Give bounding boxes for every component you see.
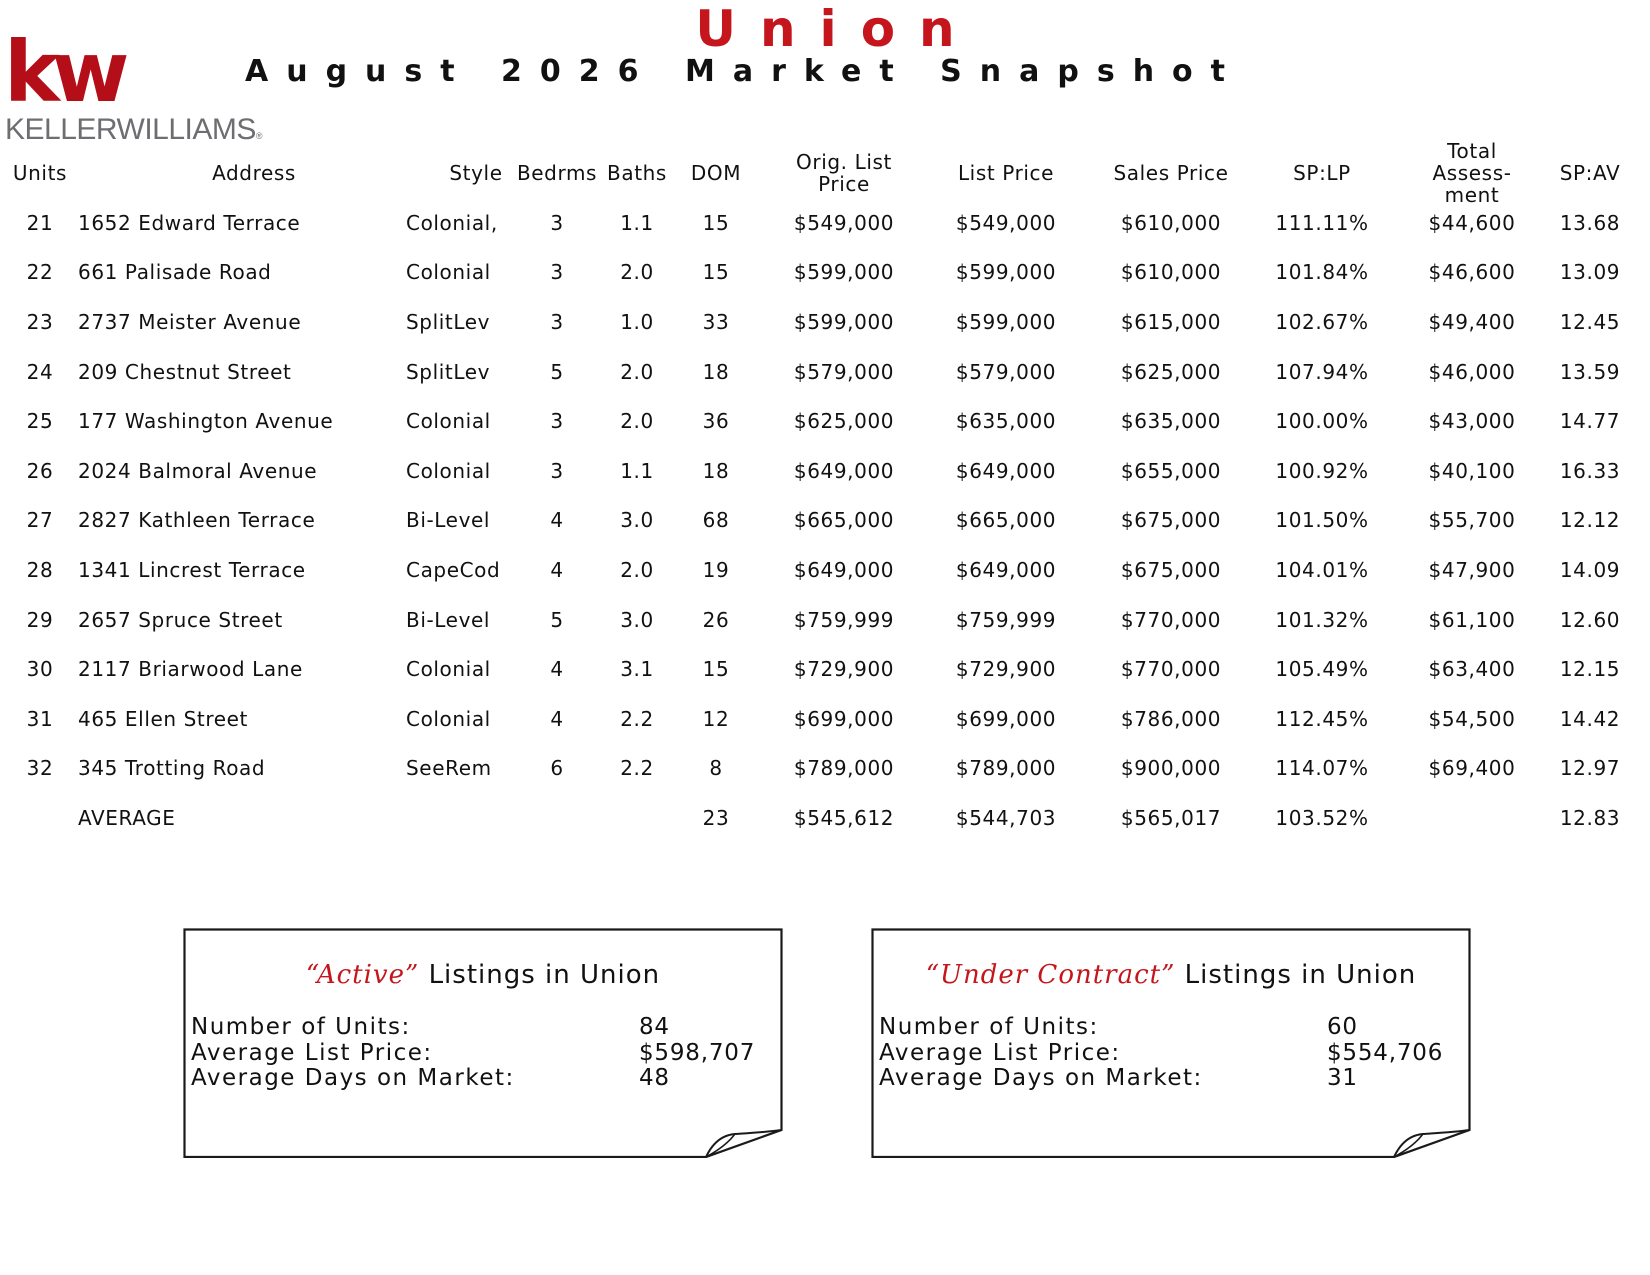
cell-dom: 18	[702, 458, 730, 483]
table-row	[8, 744, 1642, 794]
cell-address: 209 Chestnut Street	[78, 359, 292, 384]
cell-list-price: $635,000	[955, 409, 1057, 434]
header-units: Units	[12, 161, 68, 185]
active-units-value: 84	[639, 1014, 670, 1040]
page-title-city: Union	[695, 0, 979, 58]
cell-total-assessment: $40,100	[1428, 458, 1516, 483]
table-average-row	[8, 793, 1642, 843]
under-contract-price-value: $554,706	[1327, 1040, 1444, 1066]
cell-address: 2117 Briarwood Lane	[78, 657, 303, 682]
cell-dom: 8	[709, 756, 723, 781]
header-bedrms: Bedrms	[516, 161, 598, 185]
cell-sp-av: 13.59	[1559, 359, 1621, 384]
cell-sales-price: $770,000	[1120, 657, 1222, 682]
cell-style: CapeCod	[406, 557, 501, 582]
cell-sales-price: $610,000	[1120, 260, 1222, 285]
average-orig-list-price: $545,612	[793, 805, 895, 830]
cell-sp-lp: 107.94%	[1275, 359, 1369, 384]
cell-dom: 15	[702, 210, 730, 235]
page-subtitle: August 2026 Market Snapshot	[245, 54, 1244, 89]
cell-baths: 1.0	[620, 309, 654, 334]
cell-baths: 2.0	[620, 260, 654, 285]
kw-logo-mark: kw	[4, 23, 122, 121]
cell-total-assessment: $55,700	[1428, 508, 1516, 533]
cell-total-assessment: $44,600	[1428, 210, 1516, 235]
cell-unit: 21	[26, 210, 54, 235]
cell-address: 1652 Edward Terrace	[78, 210, 301, 235]
cell-unit: 31	[26, 706, 54, 731]
cell-baths: 1.1	[620, 458, 654, 483]
cell-total-assessment: $46,600	[1428, 260, 1516, 285]
cell-orig-list-price: $759,999	[793, 607, 895, 632]
cell-dom: 68	[702, 508, 730, 533]
average-dom: 23	[702, 805, 730, 830]
active-price-value: $598,707	[639, 1040, 756, 1066]
cell-list-price: $649,000	[955, 458, 1057, 483]
cell-list-price: $665,000	[955, 508, 1057, 533]
cell-sp-av: 12.97	[1559, 756, 1621, 781]
logo-wordmark	[5, 114, 262, 152]
cell-dom: 18	[702, 359, 730, 384]
cell-address: 661 Palisade Road	[78, 260, 272, 285]
cell-baths: 1.1	[620, 210, 654, 235]
header-baths: Baths	[607, 161, 667, 185]
cell-style: SplitLev	[406, 359, 491, 384]
cell-total-assessment: $61,100	[1428, 607, 1516, 632]
cell-sales-price: $786,000	[1120, 706, 1222, 731]
cell-unit: 25	[26, 409, 54, 434]
cell-sales-price: $900,000	[1120, 756, 1222, 781]
cell-bedrms: 3	[550, 210, 564, 235]
table-row	[8, 694, 1642, 744]
cell-unit: 32	[26, 756, 54, 781]
cell-style: SeeRem	[406, 756, 492, 781]
cell-bedrms: 4	[550, 706, 564, 731]
cell-sp-av: 13.68	[1559, 210, 1621, 235]
header-total-assessment: Total Assess-ment	[1432, 139, 1512, 207]
cell-orig-list-price: $625,000	[793, 409, 895, 434]
cell-style: Colonial	[406, 458, 491, 483]
cell-sales-price: $655,000	[1120, 458, 1222, 483]
cell-address: 177 Washington Avenue	[78, 409, 334, 434]
cell-style: SplitLev	[406, 309, 491, 334]
cell-address: 2657 Spruce Street	[78, 607, 283, 632]
under-contract-units-value: 60	[1327, 1014, 1358, 1040]
cell-sp-av: 13.09	[1559, 260, 1621, 285]
cell-list-price: $729,900	[955, 657, 1057, 682]
cell-sp-av: 14.77	[1559, 409, 1621, 434]
cell-list-price: $759,999	[955, 607, 1057, 632]
under-contract-dom-value: 31	[1327, 1065, 1358, 1091]
table-row	[8, 396, 1642, 446]
cell-dom: 15	[702, 260, 730, 285]
average-sales-price: $565,017	[1120, 805, 1222, 830]
active-dom-value: 48	[639, 1065, 670, 1091]
table-row	[8, 347, 1642, 397]
cell-sales-price: $675,000	[1120, 557, 1222, 582]
cell-list-price: $599,000	[955, 309, 1057, 334]
cell-bedrms: 3	[550, 458, 564, 483]
cell-sp-lp: 101.32%	[1275, 607, 1369, 632]
cell-sales-price: $635,000	[1120, 409, 1222, 434]
cell-sp-lp: 101.84%	[1275, 260, 1369, 285]
cell-sp-lp: 101.50%	[1275, 508, 1369, 533]
cell-sp-lp: 100.92%	[1275, 458, 1369, 483]
cell-sp-av: 16.33	[1559, 458, 1621, 483]
cell-bedrms: 3	[550, 309, 564, 334]
cell-dom: 19	[702, 557, 730, 582]
cell-baths: 2.0	[620, 557, 654, 582]
cell-dom: 26	[702, 607, 730, 632]
cell-style: Bi-Level	[406, 508, 491, 533]
cell-baths: 2.0	[620, 409, 654, 434]
active-price-label: Average List Price:	[191, 1040, 433, 1066]
cell-sp-av: 12.12	[1559, 508, 1621, 533]
cell-sales-price: $625,000	[1120, 359, 1222, 384]
logo-registered-mark: ®	[255, 131, 263, 141]
cell-orig-list-price: $665,000	[793, 508, 895, 533]
cell-orig-list-price: $699,000	[793, 706, 895, 731]
cell-orig-list-price: $549,000	[793, 210, 895, 235]
cell-list-price: $549,000	[955, 210, 1057, 235]
header-dom: DOM	[690, 161, 742, 185]
header-style: Style	[449, 161, 503, 185]
active-title-emphasis: “Active”	[305, 960, 420, 990]
sales-table	[8, 139, 1642, 843]
cell-unit: 23	[26, 309, 54, 334]
cell-sales-price: $675,000	[1120, 508, 1222, 533]
header-sp-lp: SP:LP	[1293, 161, 1351, 185]
cell-unit: 29	[26, 607, 54, 632]
cell-sp-av: 14.09	[1559, 557, 1621, 582]
table-header-row	[8, 139, 1642, 207]
header-address: Address	[212, 161, 296, 185]
table-row	[8, 248, 1642, 298]
cell-orig-list-price: $649,000	[793, 458, 895, 483]
cell-dom: 15	[702, 657, 730, 682]
header-list-price: List Price	[957, 161, 1055, 185]
cell-address: 2827 Kathleen Terrace	[78, 508, 316, 533]
cell-address: 1341 Lincrest Terrace	[78, 557, 306, 582]
cell-sales-price: $770,000	[1120, 607, 1222, 632]
cell-dom: 36	[702, 409, 730, 434]
cell-sp-av: 14.42	[1559, 706, 1621, 731]
table-row	[8, 446, 1642, 496]
table-row	[8, 595, 1642, 645]
cell-total-assessment: $54,500	[1428, 706, 1516, 731]
cell-orig-list-price: $729,900	[793, 657, 895, 682]
cell-sales-price: $615,000	[1120, 309, 1222, 334]
cell-unit: 26	[26, 458, 54, 483]
cell-bedrms: 5	[550, 607, 564, 632]
average-list-price: $544,703	[955, 805, 1057, 830]
table-row	[8, 297, 1642, 347]
cell-address: 465 Ellen Street	[78, 706, 248, 731]
cell-unit: 30	[26, 657, 54, 682]
cell-baths: 2.0	[620, 359, 654, 384]
cell-address: 345 Trotting Road	[78, 756, 266, 781]
cell-total-assessment: $69,400	[1428, 756, 1516, 781]
logo-name-bold: KELLER	[5, 113, 117, 146]
under-contract-price-label: Average List Price:	[879, 1040, 1121, 1066]
cell-dom: 33	[702, 309, 730, 334]
header-sp-av: SP:AV	[1559, 161, 1621, 185]
average-sp-av: 12.83	[1559, 805, 1621, 830]
table-row	[8, 496, 1642, 546]
cell-bedrms: 5	[550, 359, 564, 384]
cell-baths: 2.2	[620, 706, 654, 731]
table-row	[8, 198, 1642, 248]
active-listings-card	[183, 928, 783, 1158]
active-units-label: Number of Units:	[191, 1014, 411, 1040]
cell-sp-lp: 100.00%	[1275, 409, 1369, 434]
cell-orig-list-price: $789,000	[793, 756, 895, 781]
cell-list-price: $649,000	[955, 557, 1057, 582]
under-contract-units-label: Number of Units:	[879, 1014, 1099, 1040]
header-orig-list-price: Orig. List Price	[796, 150, 892, 196]
cell-style: Colonial	[406, 657, 491, 682]
cell-total-assessment: $63,400	[1428, 657, 1516, 682]
active-dom-label: Average Days on Market:	[191, 1065, 515, 1091]
cell-total-assessment: $46,000	[1428, 359, 1516, 384]
under-contract-dom-label: Average Days on Market:	[879, 1065, 1203, 1091]
average-sp-lp: 103.52%	[1275, 805, 1369, 830]
cell-bedrms: 3	[550, 409, 564, 434]
cell-list-price: $599,000	[955, 260, 1057, 285]
cell-total-assessment: $47,900	[1428, 557, 1516, 582]
under-contract-title-emphasis: “Under Contract”	[925, 960, 1176, 990]
under-contract-title-rest: Listings in Union	[1184, 960, 1417, 990]
cell-sales-price: $610,000	[1120, 210, 1222, 235]
cell-baths: 3.1	[620, 657, 654, 682]
table-row	[8, 644, 1642, 694]
cell-unit: 24	[26, 359, 54, 384]
cell-bedrms: 6	[550, 756, 564, 781]
under-contract-listings-title	[871, 960, 1471, 990]
average-label: AVERAGE	[78, 805, 176, 830]
cell-orig-list-price: $599,000	[793, 260, 895, 285]
cell-unit: 27	[26, 508, 54, 533]
cell-sp-lp: 111.11%	[1275, 210, 1369, 235]
cell-address: 2737 Meister Avenue	[78, 309, 302, 334]
cell-sp-lp: 105.49%	[1275, 657, 1369, 682]
cell-sp-lp: 114.07%	[1275, 756, 1369, 781]
cell-total-assessment: $43,000	[1428, 409, 1516, 434]
active-title-rest: Listings in Union	[428, 960, 661, 990]
logo-name-light: WILLIAMS	[116, 113, 256, 146]
cell-orig-list-price: $649,000	[793, 557, 895, 582]
cell-total-assessment: $49,400	[1428, 309, 1516, 334]
cell-orig-list-price: $599,000	[793, 309, 895, 334]
cell-style: Colonial	[406, 260, 491, 285]
cell-dom: 12	[702, 706, 730, 731]
cell-bedrms: 4	[550, 508, 564, 533]
cell-list-price: $579,000	[955, 359, 1057, 384]
cell-sp-av: 12.15	[1559, 657, 1621, 682]
cell-baths: 2.2	[620, 756, 654, 781]
cell-style: Colonial,	[406, 210, 498, 235]
active-listings-title	[183, 960, 783, 990]
cell-style: Bi-Level	[406, 607, 491, 632]
cell-sp-lp: 112.45%	[1275, 706, 1369, 731]
cell-sp-av: 12.45	[1559, 309, 1621, 334]
cell-baths: 3.0	[620, 607, 654, 632]
cell-style: Colonial	[406, 706, 491, 731]
cell-orig-list-price: $579,000	[793, 359, 895, 384]
cell-list-price: $699,000	[955, 706, 1057, 731]
cell-sp-lp: 102.67%	[1275, 309, 1369, 334]
cell-address: 2024 Balmoral Avenue	[78, 458, 318, 483]
cell-unit: 28	[26, 557, 54, 582]
table-row	[8, 545, 1642, 595]
cell-list-price: $789,000	[955, 756, 1057, 781]
cell-sp-av: 12.60	[1559, 607, 1621, 632]
cell-sp-lp: 104.01%	[1275, 557, 1369, 582]
cell-style: Colonial	[406, 409, 491, 434]
under-contract-listings-card	[871, 928, 1471, 1158]
cell-bedrms: 4	[550, 557, 564, 582]
cell-bedrms: 4	[550, 657, 564, 682]
cell-bedrms: 3	[550, 260, 564, 285]
cell-unit: 22	[26, 260, 54, 285]
cell-baths: 3.0	[620, 508, 654, 533]
header-sales-price: Sales Price	[1113, 161, 1229, 185]
